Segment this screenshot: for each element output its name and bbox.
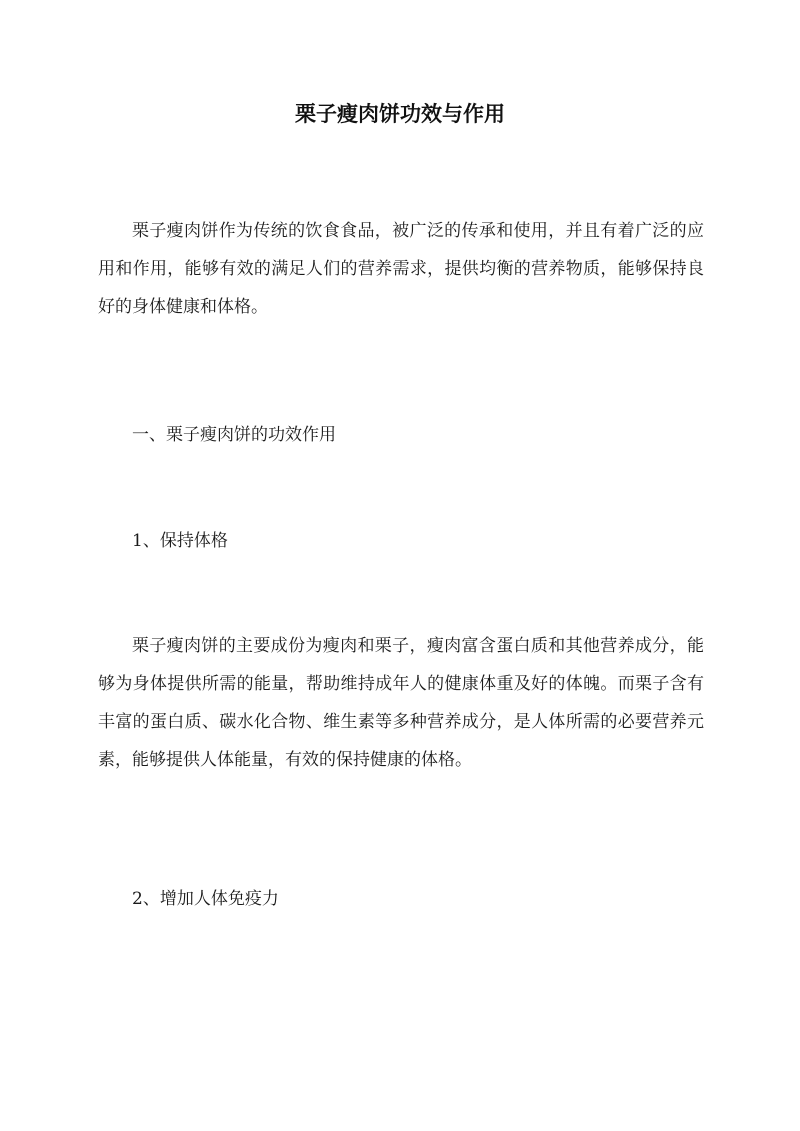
section-heading: 一、栗子瘦肉饼的功效作用 — [132, 425, 336, 445]
item-heading-2: 2、增加人体免疫力 — [132, 889, 279, 909]
intro-paragraph: 栗子瘦肉饼作为传统的饮食食品，被广泛的传承和使用，并且有着广泛的应用和作用，能够有效的满足人们的营养需求，提供均衡的营养物质，能够保持良好的身体健康和体格。 — [98, 221, 704, 317]
item-paragraph-1: 栗子瘦肉饼的主要成份为瘦肉和栗子，瘦肉富含蛋白质和其他营养成分，能够为身体提供所需的能量，帮助维持成年人的健康体重及好的体魄。而栗子含有丰富的蛋白质、碳水化合物、维生素等多种营养成分，是人体所需的必要营养元素，能够提供人体能量，有效的保持健康的体格。 — [98, 636, 704, 770]
document-title: 栗子瘦肉饼功效与作用 — [295, 101, 505, 126]
item-heading-1: 1、保持体格 — [132, 531, 228, 551]
